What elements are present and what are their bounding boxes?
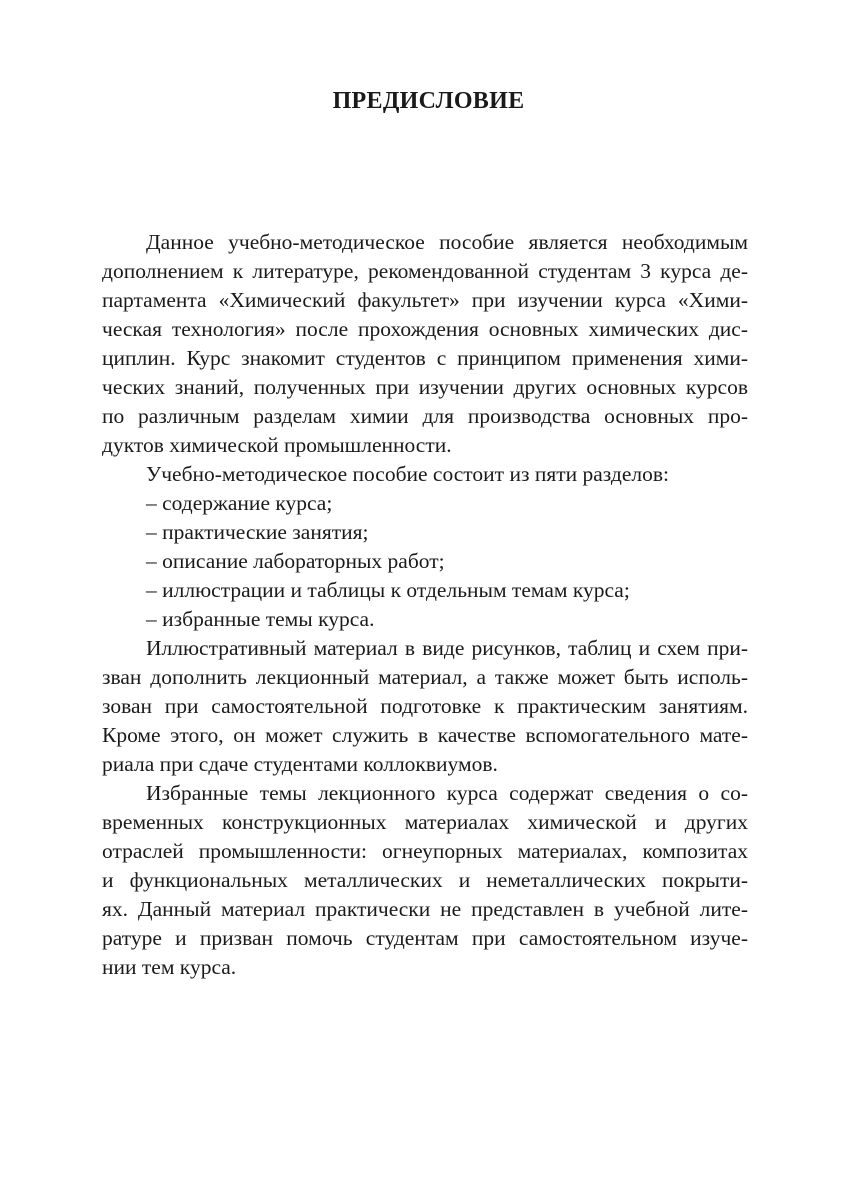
text-line: и функциональных металлических и неметаллических покрыти- bbox=[102, 868, 748, 892]
text-line: Кроме этого, он может служить в качестве вспомогательного мате- bbox=[102, 723, 748, 747]
text-line: риала при сдаче студентами коллоквиумов. bbox=[102, 752, 498, 776]
text-line: циплин. Курс знакомит студентов с принципом применения хими- bbox=[102, 346, 748, 370]
list-item: – содержание курса; bbox=[146, 491, 333, 515]
text-line: дуктов химической промышленности. bbox=[102, 433, 452, 457]
text-line: по различным разделам химии для производства основных про- bbox=[102, 404, 748, 428]
list-item: – описание лабораторных работ; bbox=[146, 549, 445, 573]
text-line: зован при самостоятельной подготовке к практическим занятиям. bbox=[102, 694, 748, 718]
preface-body bbox=[102, 228, 748, 982]
text-line: дополнением к литературе, рекомендованной студентам 3 курса де- bbox=[102, 259, 748, 283]
text-line: нии тем курса. bbox=[102, 955, 237, 979]
text-line: Иллюстративный материал в виде рисунков, таблиц и схем при- bbox=[146, 636, 748, 660]
paragraph-structure bbox=[102, 460, 748, 489]
text-line: партамента «Химический факультет» при изучении курса «Хими- bbox=[102, 288, 748, 312]
list-item: – практические занятия; bbox=[146, 520, 369, 544]
paragraph-illustrations bbox=[102, 634, 748, 779]
list-item: – избранные темы курса. bbox=[146, 607, 375, 631]
paragraph-selected-topics bbox=[102, 779, 748, 982]
paragraph-intro bbox=[102, 228, 748, 460]
text-line: зван дополнить лекционный материал, а также может быть исполь- bbox=[102, 665, 748, 689]
text-line: ческая технология» после прохождения основных химических дис- bbox=[102, 317, 748, 341]
text-line: отраслей промышленности: огнеупорных материалах, композитах bbox=[102, 839, 748, 863]
text-line: временных конструкционных материалах химической и других bbox=[102, 810, 748, 834]
text-line: Избранные темы лекционного курса содержат сведения о со- bbox=[146, 781, 748, 805]
list-item: – иллюстрации и таблицы к отдельным темам курса; bbox=[146, 578, 630, 602]
text-line: Учебно-методическое пособие состоит из пяти разделов: bbox=[146, 462, 669, 486]
page-title: ПРЕДИСЛОВИЕ bbox=[332, 88, 525, 114]
text-line: ратуре и призван помочь студентам при самостоятельном изуче- bbox=[102, 926, 748, 950]
text-line: Данное учебно-методическое пособие является необходимым bbox=[146, 230, 748, 254]
text-line: ях. Данный материал практически не представлен в учебной лите- bbox=[102, 897, 748, 921]
sections-list bbox=[102, 489, 748, 634]
text-line: ческих знаний, полученных при изучении других основных курсов bbox=[102, 375, 748, 399]
